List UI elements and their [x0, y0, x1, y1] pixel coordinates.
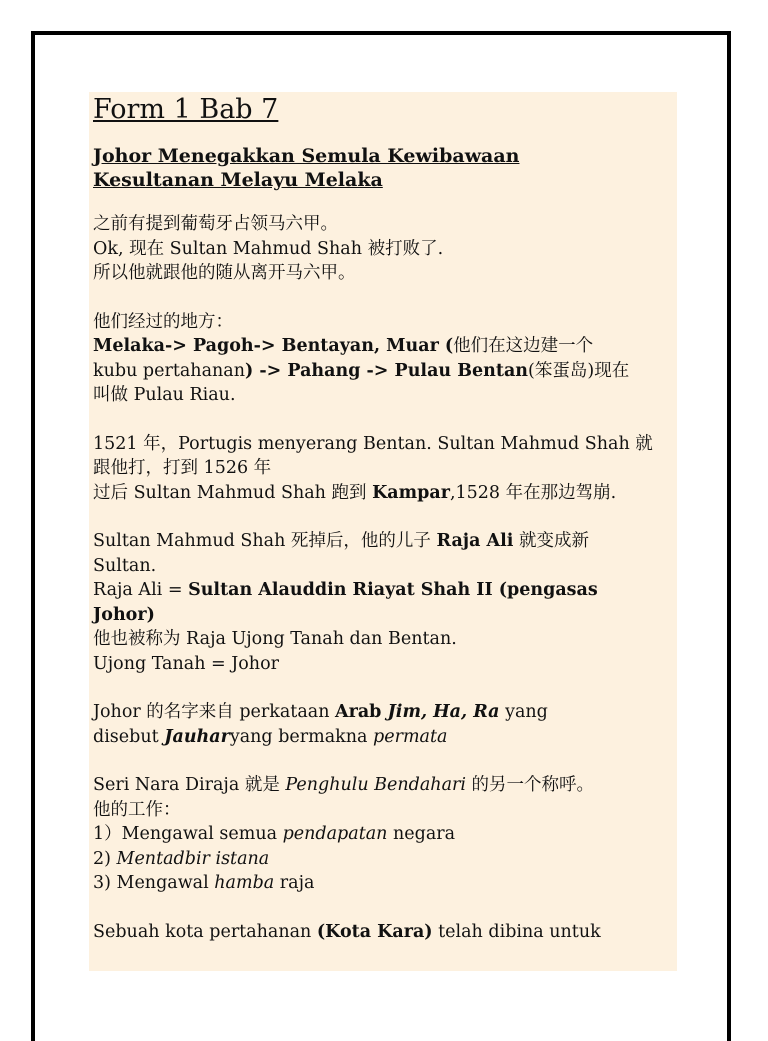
- italic-text: permata: [373, 726, 448, 747]
- plain-text: Seri Nara Diraja 就是: [93, 775, 286, 795]
- subtitle-line-2: Kesultanan Melayu Melaka: [93, 169, 383, 191]
- note-text: 他们在这边建一个: [453, 336, 594, 356]
- text-line: 他的工作：: [93, 799, 181, 820]
- plain-text: ,1528 年在那边驾崩.: [449, 482, 617, 503]
- text-line: [93, 700, 673, 725]
- text-line: 1521 年，Portugis menyerang Bentan. Sultan Mahmud Shah 就: [93, 433, 653, 454]
- italic-text: Mentadbir istana: [116, 848, 270, 869]
- text-line: Ok, 现在 Sultan Mahmud Shah 被打败了.: [93, 238, 444, 259]
- plain-text: disebut: [93, 726, 165, 747]
- document-content: [89, 92, 677, 971]
- bold-italic-text: Jauhar: [164, 726, 230, 747]
- text-line: 叫做 Pulau Riau.: [93, 385, 236, 405]
- plain-text: yang bermakna: [229, 726, 374, 747]
- text-line: Ujong Tanah = Johor: [93, 653, 279, 674]
- plain-text: Sultan Mahmud Shah 死掉后，他的儿子: [93, 531, 437, 551]
- plain-text: 2): [93, 848, 117, 869]
- subtitle-line-1: Johor Menegakkan Semula Kewibawaan: [93, 145, 520, 167]
- route-text: Pahang -> Pulau Bentan: [281, 360, 529, 381]
- plain-text: Sebuah kota pertahanan: [93, 921, 317, 942]
- paragraph-6: [93, 773, 673, 896]
- document-title: Form 1 Bab 7: [93, 94, 279, 125]
- plain-text: telah dibina untuk: [432, 921, 601, 942]
- text-line: Sultan.: [93, 555, 157, 576]
- bold-text: Kampar: [372, 482, 450, 503]
- plain-text: 过后 Sultan Mahmud Shah 跑到: [93, 482, 373, 503]
- paragraph-7: [93, 920, 673, 945]
- plain-text: negara: [387, 824, 456, 844]
- paragraph-2: [93, 310, 673, 408]
- bold-text: Raja Ali: [436, 531, 514, 551]
- plain-text: 3) Mengawal: [93, 873, 215, 893]
- text-line: 跟他打，打到 1526 年: [93, 458, 272, 478]
- bold-text: Arab: [335, 702, 388, 722]
- list-item: [93, 847, 673, 872]
- document-subtitle: [93, 144, 673, 192]
- plain-text: yang: [499, 702, 548, 722]
- text-line: [93, 334, 673, 359]
- text-line: 他也被称为 Raja Ujong Tanah dan Bentan.: [93, 629, 457, 649]
- text-line: 他们经过的地方：: [93, 311, 233, 332]
- italic-text: hamba: [214, 873, 275, 893]
- text-line: Johor): [93, 604, 155, 625]
- paragraph-4: [93, 529, 673, 676]
- text-line: [93, 578, 673, 603]
- paragraph-3: [93, 432, 673, 506]
- text-line: [93, 359, 673, 384]
- plain-text: Johor 的名字来自 perkataan: [93, 702, 336, 722]
- plain-text: raja: [274, 873, 315, 893]
- list-item: [93, 871, 673, 896]
- text-line: [93, 481, 673, 506]
- paragraph-5: [93, 700, 673, 749]
- text-line: [93, 773, 673, 798]
- plain-text: 1）Mengawal semua: [93, 824, 283, 844]
- plain-text: Raja Ali =: [93, 580, 189, 600]
- route-text: ) ->: [244, 360, 282, 381]
- text-line: 所以他就跟他的随从离开马六甲。: [93, 263, 356, 283]
- plain-text: 的另一个称呼。: [465, 775, 595, 795]
- note-text: (笨蛋岛)现在: [528, 360, 630, 381]
- text-line: [93, 725, 673, 750]
- note-text: kubu pertahanan: [93, 360, 245, 381]
- bold-text: (Kota Kara): [316, 921, 433, 942]
- list-item: [93, 822, 673, 847]
- plain-text: 就变成新: [513, 531, 589, 551]
- italic-text: Penghulu Bendahari: [285, 775, 466, 795]
- italic-text: pendapatan: [282, 824, 388, 844]
- paragraph-1: [93, 212, 673, 286]
- bold-text: Sultan Alauddin Riayat Shah II (pengasas: [188, 580, 598, 600]
- text-line: [93, 529, 673, 554]
- text-line: [93, 920, 673, 945]
- bold-italic-text: Jim, Ha, Ra: [387, 702, 500, 722]
- route-text: Melaka-> Pagoh-> Bentayan, Muar (: [93, 336, 454, 356]
- text-line: 之前有提到葡萄牙占领马六甲。: [93, 214, 338, 234]
